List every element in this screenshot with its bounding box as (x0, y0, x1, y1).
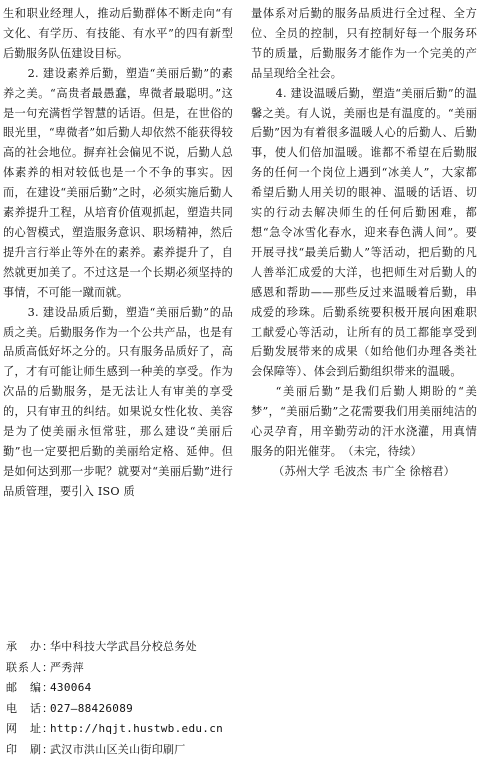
colophon-value: 武汉市洪山区关山街印刷厂 (50, 742, 186, 756)
paragraph-closing: “美丽后勤”是我们后勤人期盼的“美梦”，“美丽后勤”之花需要我们用美丽纯洁的心灵孕育，用辛勤劳动的汗水浇灌，用真情服务的阳光催芽。 （未完，待续） (251, 385, 477, 458)
paragraph-item-4: 4. 建设温暖后勤，塑造“美丽后勤”的温馨之美。有人说，美丽也是有温度的。“美丽后勤”因为有着很多温暖人心的后勤人、后勤事，使人们倍加温暖。谁都不希望在后勤服务的任何一个岗位上遇到“冰美人”，大家都希望后勤人用关切的眼神、温暖的话语、切实的行动去解决师生的任何后勤困难，都想“急令冰雪化春水，迎来春色满人间”。要开展寻找“最美后勤人”等活动，把后勤的凡人善举汇成爱的大洋，也把师生对后勤人的感恩和帮助——那些反过来温暖着后勤，串成爱的珍珠。后勤系统要积极开展向困难职工献爱心等活动，让所有的员工都能享受到后勤发展带来的成果（如给他们办理各类社会保障等）、体会到后勤组织带来的温暖。 (251, 86, 477, 379)
colophon-value: 027—88426089 (50, 701, 134, 715)
colophon-label: 电 话： (6, 701, 54, 715)
colophon-organizer (6, 637, 306, 658)
colophon-value: 华中科技大学武昌分校总务处 (50, 640, 197, 653)
colophon-contact (6, 658, 306, 679)
colophon-label: 联系人： (6, 660, 54, 674)
colophon-label: 网 址： (6, 722, 54, 736)
colophon-value: 430064 (50, 681, 92, 695)
paragraph-continuation: 量体系对后勤的服务品质进行全过程、全方位、全员的控制，只有控制好每一个服务环节的质量，后勤服务才能作为一个完美的产品呈现给全社会。 (251, 7, 477, 80)
website-link[interactable]: http://hqjt.hustwb.edu.cn (50, 722, 224, 736)
colophon-website (6, 719, 306, 740)
paragraph-item-3: 3. 建设品质后勤，塑造“美丽后勤”的品质之美。后勤服务作为一个公共产品，也是有品质高低好坏之分的。只有服务品质好了，高了，才有可能让师生感到一种美的享受。作为次品的后勤服务，是无法让人有审美的享受的，只有审丑的纠结。如果说女性化妆、美容是为了使美丽永恒常驻，那么建设“美丽后勤”也一定要把后勤的美丽给定格、延伸。但是如何达到那一步呢？就要对“美丽后勤”进行品质管理，要引入 ISO 质 (3, 305, 233, 498)
colophon (6, 637, 306, 761)
author-credit: （苏州大学 毛波杰 韦广全 徐榕君） (272, 464, 456, 478)
right-article-column (251, 4, 477, 482)
paragraph-item-2: 2. 建设素养后勤，塑造“美丽后勤”的素养之美。“高贵者最愚蠢，卑微者最聪明。”这是一句充满哲学智慧的话语。但是，在世俗的眼光里，“卑微者”如后勤人却依然不能获得较高的社会地位。摒弃社会偏见不说，后勤人总体素养的相对较低也是一个不争的事实。因而，在建设“美丽后勤”之时，必须实施后勤人素养提升工程，从培育价值观抓起，塑造共同的心智模式，塑造服务意识、职场精神，然后提升言行举止等外在的素养。素养提升了，自然就更加美了。不过这是一个长期必须坚持的事情，不可能一蹴而就。 (3, 66, 233, 299)
paragraph-intro: 生和职业经理人，推动后勤群体不断走向“有文化、有学历、有技能、有水平”的四有新型后勤服务队伍建设目标。 (3, 7, 233, 60)
colophon-postcode (6, 678, 306, 699)
left-article-column (3, 4, 233, 502)
colophon-label: 邮 编： (6, 681, 54, 695)
colophon-label: 承 办： (6, 640, 54, 653)
colophon-value: 严秀萍 (50, 660, 84, 674)
colophon-label: 印 刷： (6, 742, 54, 756)
colophon-printer (6, 740, 306, 761)
colophon-phone (6, 699, 306, 720)
